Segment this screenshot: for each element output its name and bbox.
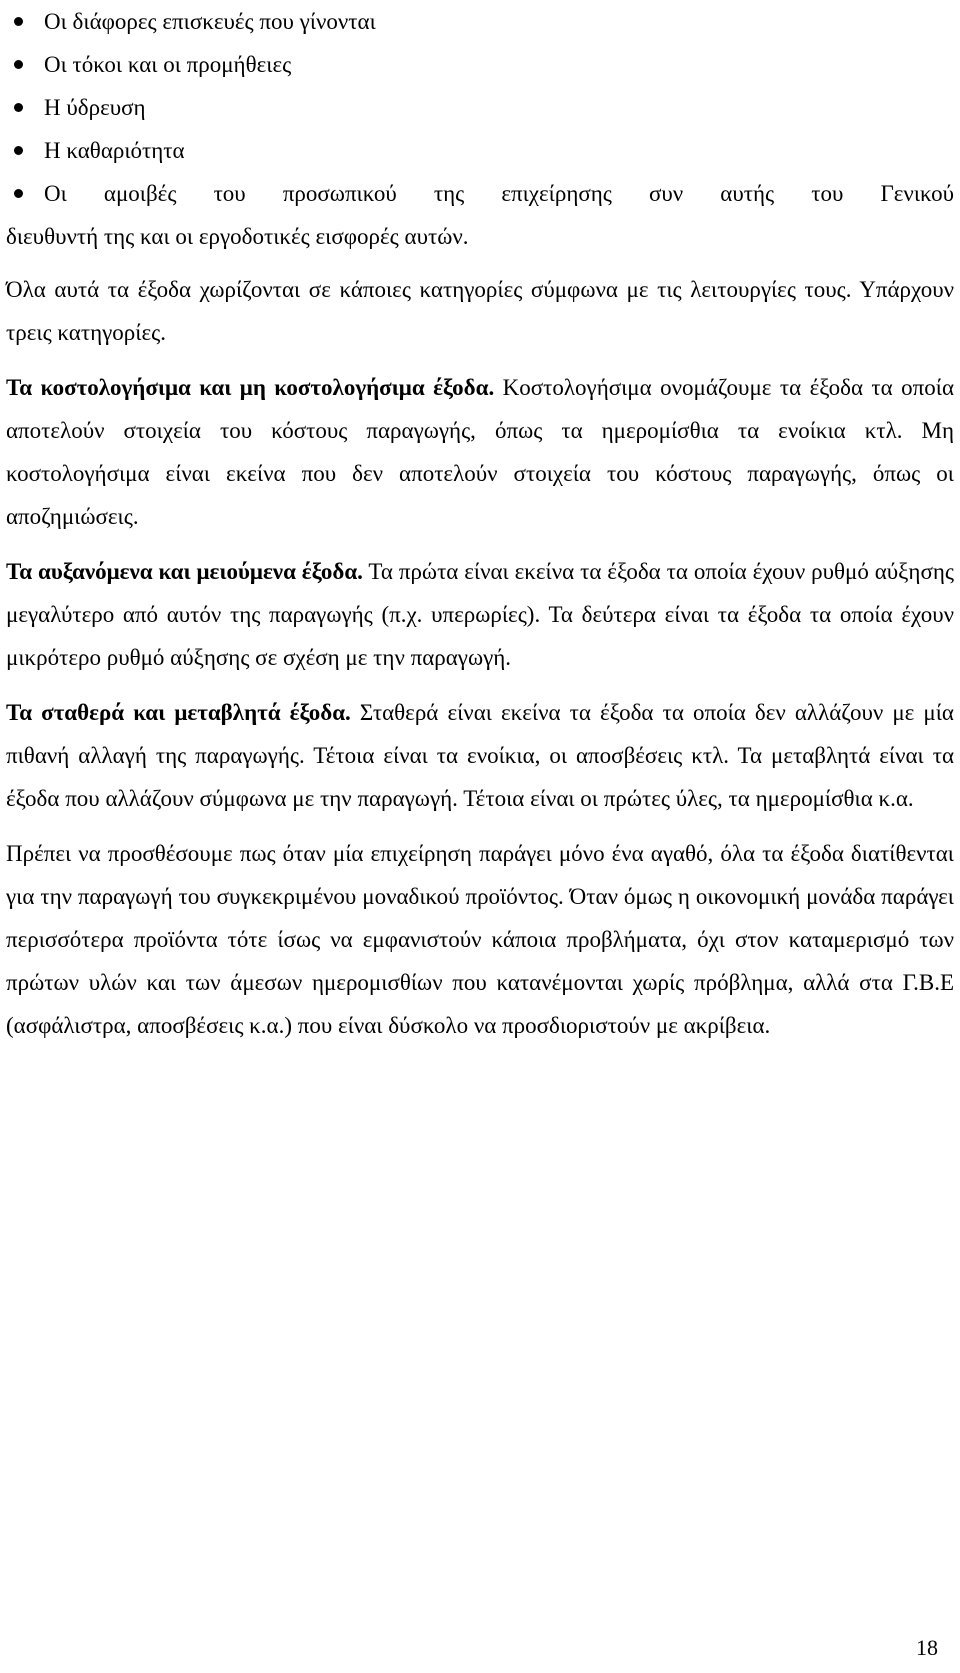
document-body (6, 0, 954, 1059)
list-item-text: Οι διάφορες επισκευές που γίνονται (44, 9, 376, 34)
list-item-text: Η καθαριότητα (44, 138, 185, 163)
section-increasing (6, 550, 954, 679)
list-item-text-line1: Οι αμοιβές του προσωπικού της επιχείρησης συν αυτής του Γενικού (44, 181, 954, 206)
section-heading: Τα κοστολογήσιμα και μη κοστολογήσιμα έξοδα. (6, 375, 495, 400)
section-heading: Τα σταθερά και μεταβλητά έξοδα. (6, 700, 351, 725)
section-heading: Τα αυξανόμενα και μειούμενα έξοδα. (6, 559, 363, 584)
list-item (6, 0, 954, 43)
section-text: Σταθερά είναι εκείνα τα έξοδα τα οποία δεν αλλάζουν με μία πιθανή αλλαγή της παραγωγής. Τέτοια είναι τα ενοίκια, οι αποσβέσεις κτλ. Τα μεταβλητά είναι τα έξοδα που αλλάζουν σύμφωνα με την παραγωγή. Τέτοια είναι οι πρώτες ύλες, τα ημερομίσθια κ.α. (6, 700, 954, 811)
section-fixed-variable (6, 691, 954, 820)
list-item-text: Οι τόκοι και οι προμήθειες (44, 52, 292, 77)
list-item (6, 129, 954, 172)
list-item-text-line2: διευθυντή της και οι εργοδοτικές εισφορές αυτών. (6, 224, 469, 249)
list-item-text: Η ύδρευση (44, 95, 146, 120)
section-costable (6, 366, 954, 538)
list-item (6, 86, 954, 129)
section-text: Κοστολογήσιμα ονομάζουμε τα έξοδα τα οποία αποτελούν στοιχεία του κόστους παραγωγής, όπως τα ημερομίσθια τα ενοίκια κτλ. Μη κοστολογήσιμα είναι εκείνα που δεν αποτελούν στοιχεία του κόστους παραγωγής, όπως οι αποζημιώσεις. (6, 375, 954, 529)
list-item (6, 172, 954, 258)
closing-paragraph: Πρέπει να προσθέσουμε πως όταν μία επιχείρηση παράγει μόνο ένα αγαθό, όλα τα έξοδα διατίθενται για την παραγωγή του συγκεκριμένου μοναδικού προϊόντος. Όταν όμως η οικονομική μονάδα παράγει περισσότερα προϊόντα τότε ίσως να εμφανιστούν κάποια προβλήματα, όχι στον καταμερισμό των πρώτων υλών και των άμεσων ημερομισθίων που κατανέμονται χωρίς πρόβλημα, αλλά στα Γ.Β.Ε (ασφάλιστρα, αποσβέσεις κ.α.) που είναι δύσκολο να προσδιοριστούν με ακρίβεια. (6, 841, 954, 1038)
intro-paragraph: Όλα αυτά τα έξοδα χωρίζονται σε κάποιες κατηγορίες σύμφωνα με τις λειτουργίες τους. Υπάρχουν τρεις κατηγορίες. (6, 277, 954, 345)
expense-list (6, 0, 954, 258)
list-item (6, 43, 954, 86)
section-text: Τα πρώτα είναι εκείνα τα έξοδα τα οποία έχουν ρυθμό αύξησης μεγαλύτερο από αυτόν της παραγωγής (π.χ. υπερωρίες). Τα δεύτερα είναι τα έξοδα τα οποία έχουν μικρότερο ρυθμό αύξησης σε σχέση με την παραγωγή. (6, 559, 954, 670)
page-number: 18 (916, 1635, 938, 1660)
spacer (6, 258, 954, 268)
